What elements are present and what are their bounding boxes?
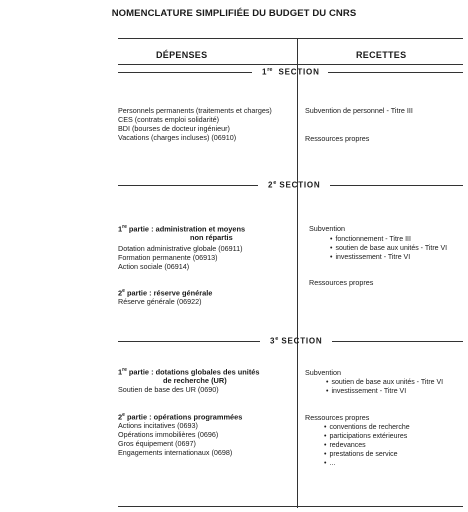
list-item: Réserve générale (06922) <box>118 297 202 307</box>
list-item: Dotation administrative globale (06911) <box>118 244 243 254</box>
list-item: Engagements internationaux (0698) <box>118 448 233 458</box>
section3-ressources: Ressources propres <box>305 413 370 422</box>
section2-subvention: Subvention <box>309 224 345 233</box>
list-item: Vacations (charges incluses) (06910) <box>118 133 237 142</box>
section2-part1 <box>118 223 245 271</box>
section3-subvention: Subvention <box>305 368 341 377</box>
section1-subvention: Subvention de personnel - Titre III <box>305 106 413 115</box>
section1-ressources: Ressources propres <box>305 134 370 143</box>
list-item: • soutien de base aux unités - Titre VI <box>326 378 443 387</box>
list-item: Opérations immobilières (0696) <box>118 430 219 440</box>
part-title: 2e partie : réserve générale <box>118 288 213 298</box>
part-title: 2e partie : opérations programmées <box>118 412 243 422</box>
section3-ressources-list <box>324 423 410 468</box>
section2-subvention-list <box>330 235 447 262</box>
list-item: Personnels permanents (traitements et charges) <box>118 106 272 115</box>
column-divider <box>297 38 298 508</box>
list-item: • prestations de service <box>324 450 410 459</box>
section3-part2 <box>118 411 242 457</box>
section2-rule-right <box>330 185 463 186</box>
list-item: Soutien de base des UR (0690) <box>118 385 219 395</box>
section1-title: 1re SECTION <box>262 67 320 77</box>
section3-rule-left <box>118 341 260 342</box>
section2-title: 2e SECTION <box>268 180 321 190</box>
section3-title: 3e SECTION <box>270 336 323 346</box>
section1-rule-right <box>328 72 463 73</box>
top-rule <box>118 38 463 39</box>
section1-depenses <box>118 106 272 142</box>
part-title: 1re partie : administration et moyens <box>118 224 246 234</box>
list-item: Action sociale (06914) <box>118 262 190 272</box>
list-item: Gros équipement (0697) <box>118 439 196 449</box>
part-title-continued: de recherche (UR) <box>163 376 227 386</box>
list-item: • fonctionnement - Titre III <box>330 235 447 244</box>
section2-rule-left <box>118 185 258 186</box>
list-item: CES (contrats emploi solidarité) <box>118 115 220 124</box>
header-recettes: RECETTES <box>356 50 407 60</box>
part-title-continued: non répartis <box>190 233 233 243</box>
list-item: • participations extérieures <box>324 432 410 441</box>
list-item: • investissement - Titre VI <box>330 253 447 262</box>
document-title: NOMENCLATURE SIMPLIFIÉE DU BUDGET DU CNRS <box>111 8 357 19</box>
list-item: Formation permanente (06913) <box>118 253 218 263</box>
section2-ressources: Ressources propres <box>309 278 374 287</box>
list-item: • ... <box>324 459 410 468</box>
header-rule <box>118 64 463 65</box>
list-item: BDI (bourses de docteur ingénieur) <box>118 124 230 133</box>
list-item: • investissement - Titre VI <box>326 387 443 396</box>
list-item: • soutien de base aux unités - Titre VI <box>330 244 447 253</box>
header-depenses: DÉPENSES <box>156 50 208 60</box>
section3-part1 <box>118 366 260 394</box>
list-item: • conventions de recherche <box>324 423 410 432</box>
part-title: 1re partie : dotations globales des unités <box>118 367 260 377</box>
bottom-rule <box>118 506 463 507</box>
section3-rule-right <box>332 341 463 342</box>
section2-part2 <box>118 287 212 306</box>
section3-subvention-list <box>326 378 443 396</box>
list-item: Actions incitatives (0693) <box>118 421 198 431</box>
section1-rule-left <box>118 72 252 73</box>
list-item: • redevances <box>324 441 410 450</box>
